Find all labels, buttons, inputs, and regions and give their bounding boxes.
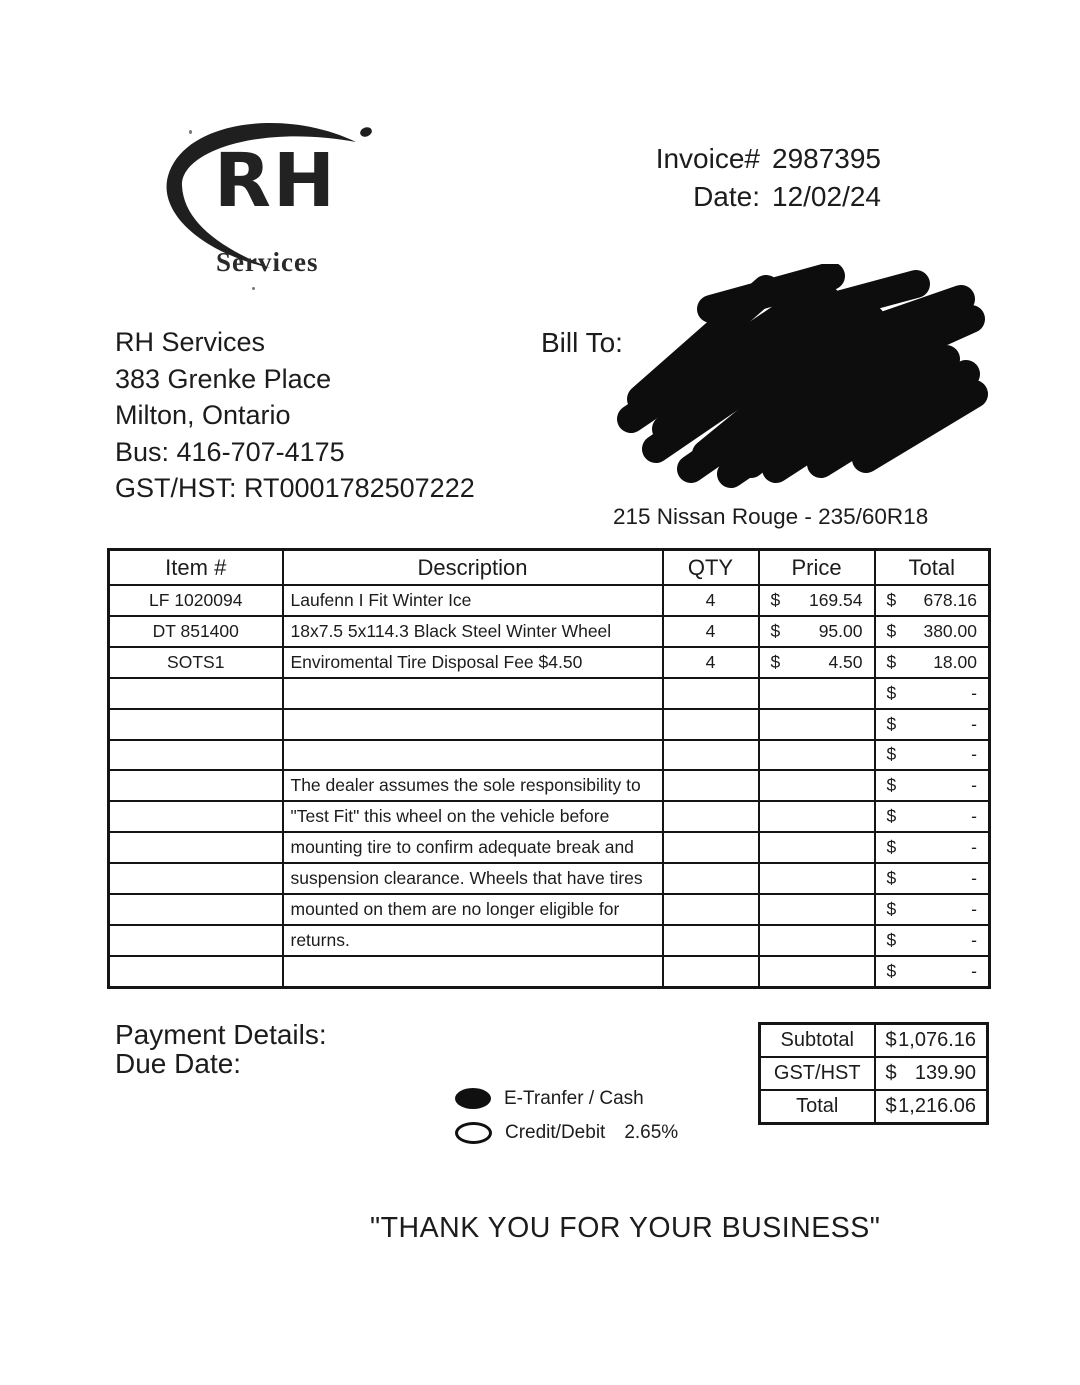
item-number-cell: [109, 925, 283, 956]
invoice-number-value: 2987395: [772, 143, 882, 174]
totals-currency: $: [885, 1062, 897, 1084]
qty-cell: [663, 956, 759, 988]
invoice-date-label: Date:: [693, 181, 760, 212]
total-value: -: [971, 899, 977, 920]
price-cell: [759, 863, 875, 894]
company-tax-id: GST/HST: RT0001782507222: [115, 473, 475, 503]
price-cell: [759, 647, 875, 678]
total-value: -: [971, 837, 977, 858]
total-value: -: [971, 682, 977, 703]
item-number-cell: [109, 678, 283, 709]
vehicle-note: 215 Nissan Rouge - 235/60R18: [613, 504, 929, 529]
total-currency: $: [886, 960, 897, 981]
total-value: -: [971, 713, 977, 734]
invoice-date-value: 12/02/24: [772, 181, 881, 212]
description-cell: Enviromental Tire Disposal Fee $4.50: [283, 647, 663, 678]
price-currency: $: [770, 589, 781, 610]
price-cell: [759, 678, 875, 709]
total-currency: $: [886, 775, 897, 796]
invoice-date-row: [652, 178, 881, 216]
company-street: 383 Grenke Place: [115, 363, 332, 394]
total-value: -: [971, 806, 977, 827]
items-table: [107, 548, 991, 989]
total-currency: $: [886, 713, 897, 734]
total-currency: $: [886, 868, 897, 889]
item-number-cell: DT 851400: [109, 616, 283, 647]
totals-value-cell: [875, 1090, 988, 1124]
item-number-cell: [109, 863, 283, 894]
description-cell: [283, 709, 663, 740]
scan-speck: [252, 287, 255, 290]
totals-value-cell: [875, 1024, 988, 1058]
table-row: [109, 585, 990, 616]
price-value: 95.00: [818, 620, 863, 641]
total-value: -: [971, 868, 977, 889]
total-value: -: [971, 775, 977, 796]
price-cell: [759, 585, 875, 616]
qty-cell: [663, 894, 759, 925]
total-currency: $: [886, 589, 897, 610]
price-cell: [759, 740, 875, 771]
qty-cell: [663, 801, 759, 832]
table-row: [109, 801, 990, 832]
invoice-number-row: [652, 140, 881, 178]
total-currency: $: [886, 620, 897, 641]
description-cell: [283, 956, 663, 988]
thank-you-message: "THANK YOU FOR YOUR BUSINESS": [370, 1212, 881, 1244]
bill-to-label: Bill To:: [541, 327, 623, 358]
table-row: [109, 616, 990, 647]
invoice-header: [652, 140, 881, 216]
price-currency: $: [770, 651, 781, 672]
company-name: RH Services: [115, 327, 266, 357]
items-table-header: [109, 550, 990, 586]
total-value: 18.00: [933, 651, 977, 672]
totals-value: 1,216.06: [898, 1095, 976, 1117]
col-header-total: Total: [875, 550, 990, 586]
outline-ellipse-icon: [455, 1122, 492, 1144]
totals-label-cell: GST/HST: [760, 1057, 875, 1090]
table-row: [109, 647, 990, 678]
payment-methods: [455, 1086, 678, 1154]
totals-label-cell: Total: [760, 1090, 875, 1124]
qty-cell: 4: [663, 585, 759, 616]
total-cell: [875, 956, 990, 988]
total-cell: [875, 770, 990, 801]
total-currency: $: [886, 929, 897, 950]
total-currency: $: [886, 837, 897, 858]
total-cell: [875, 801, 990, 832]
total-currency: $: [886, 899, 897, 920]
invoice-number-label: Invoice#: [655, 143, 760, 174]
company-phone: Bus: 416-707-4175: [115, 436, 345, 467]
total-cell: [875, 894, 990, 925]
totals-currency: $: [885, 1029, 897, 1051]
logo-subtitle: Services: [216, 247, 319, 277]
item-number-cell: [109, 894, 283, 925]
total-cell: [875, 616, 990, 647]
table-row: [109, 678, 990, 709]
total-value: 380.00: [923, 620, 977, 641]
qty-cell: [663, 832, 759, 863]
item-number-cell: [109, 956, 283, 988]
totals-row: [760, 1024, 988, 1058]
price-value: 169.54: [808, 589, 863, 610]
totals-value: 139.90: [914, 1062, 976, 1084]
table-row: [109, 894, 990, 925]
company-city: Milton, Ontario: [115, 400, 291, 430]
price-cell: [759, 801, 875, 832]
price-cell: [759, 616, 875, 647]
total-currency: $: [886, 651, 897, 672]
method-label: E-Tranfer / Cash: [504, 1087, 644, 1109]
item-number-cell: LF 1020094: [109, 585, 283, 616]
total-cell: [875, 647, 990, 678]
price-cell: [759, 770, 875, 801]
item-number-cell: SOTS1: [109, 647, 283, 678]
table-row: [109, 709, 990, 740]
col-header-price: Price: [759, 550, 875, 586]
due-date-label: Due Date:: [115, 1048, 242, 1079]
totals-row: [760, 1090, 988, 1124]
description-cell: 18x7.5 5x114.3 Black Steel Winter Wheel: [283, 616, 663, 647]
scan-speck: [189, 130, 192, 134]
payment-details-label: Payment Details:: [115, 1019, 327, 1050]
total-currency: $: [886, 806, 897, 827]
totals-table: [758, 1022, 989, 1125]
total-value: -: [971, 929, 977, 950]
description-cell: The dealer assumes the sole responsibility to: [283, 770, 663, 801]
company-logo: [158, 116, 390, 284]
item-number-cell: [109, 770, 283, 801]
item-number-cell: [109, 832, 283, 863]
method-label: Credit/Debit: [505, 1121, 606, 1143]
payment-method-etransfer: [455, 1086, 678, 1111]
total-currency: $: [886, 744, 897, 765]
total-currency: $: [886, 682, 897, 703]
description-cell: returns.: [283, 925, 663, 956]
redaction-scribble: [616, 264, 988, 494]
col-header-description: Description: [283, 550, 663, 586]
price-cell: [759, 925, 875, 956]
price-cell: [759, 956, 875, 988]
table-row: [109, 740, 990, 771]
description-cell: "Test Fit" this wheel on the vehicle before: [283, 801, 663, 832]
qty-cell: 4: [663, 616, 759, 647]
totals-label-cell: Subtotal: [760, 1024, 875, 1058]
col-header-item: Item #: [109, 550, 283, 586]
description-cell: Laufenn I Fit Winter Ice: [283, 585, 663, 616]
total-value: -: [971, 744, 977, 765]
description-cell: mounting tire to confirm adequate break and: [283, 832, 663, 863]
items-table-body: [109, 585, 990, 988]
description-cell: suspension clearance. Wheels that have tires: [283, 863, 663, 894]
filled-ellipse-icon: [455, 1088, 491, 1109]
total-cell: [875, 709, 990, 740]
description-cell: [283, 678, 663, 709]
payment-method-credit: [455, 1120, 678, 1145]
total-cell: [875, 678, 990, 709]
total-cell: [875, 585, 990, 616]
total-cell: [875, 925, 990, 956]
qty-cell: 4: [663, 647, 759, 678]
totals-value-cell: [875, 1057, 988, 1090]
total-value: -: [971, 960, 977, 981]
payment-labels: [115, 1020, 327, 1078]
price-cell: [759, 709, 875, 740]
price-value: 4.50: [828, 651, 863, 672]
method-rate: 2.65%: [624, 1121, 679, 1143]
totals-table-body: [760, 1024, 988, 1124]
totals-value: 1,076.16: [898, 1029, 976, 1051]
item-number-cell: [109, 801, 283, 832]
qty-cell: [663, 925, 759, 956]
total-cell: [875, 863, 990, 894]
header-row: [109, 550, 990, 586]
qty-cell: [663, 863, 759, 894]
qty-cell: [663, 709, 759, 740]
company-address-block: [115, 324, 475, 507]
col-header-qty: QTY: [663, 550, 759, 586]
totals-row: [760, 1057, 988, 1090]
item-number-cell: [109, 740, 283, 771]
qty-cell: [663, 678, 759, 709]
qty-cell: [663, 770, 759, 801]
price-cell: [759, 894, 875, 925]
table-row: [109, 770, 990, 801]
totals-currency: $: [885, 1095, 897, 1117]
total-cell: [875, 832, 990, 863]
price-cell: [759, 832, 875, 863]
table-row: [109, 832, 990, 863]
total-value: 678.16: [923, 589, 977, 610]
price-currency: $: [770, 620, 781, 641]
item-number-cell: [109, 709, 283, 740]
description-cell: [283, 740, 663, 771]
description-cell: mounted on them are no longer eligible for: [283, 894, 663, 925]
table-row: [109, 925, 990, 956]
logo-initials: RH: [214, 138, 337, 224]
total-cell: [875, 740, 990, 771]
qty-cell: [663, 740, 759, 771]
table-row: [109, 956, 990, 988]
table-row: [109, 863, 990, 894]
